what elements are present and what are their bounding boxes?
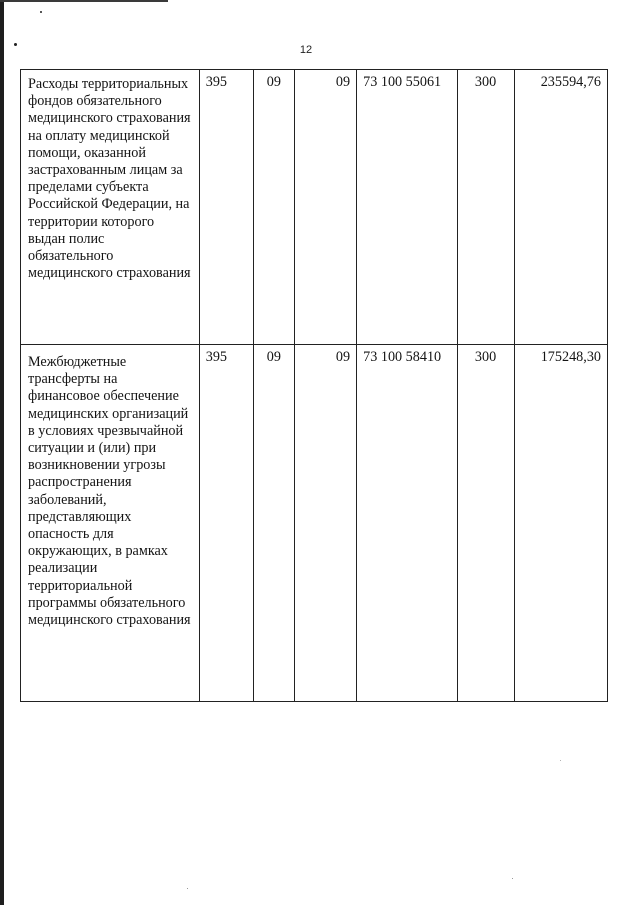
amount-cell: 175248,30 <box>514 345 608 702</box>
table-row <box>21 70 608 345</box>
section-cell: 09 <box>253 345 295 702</box>
scan-speck <box>512 878 513 879</box>
expense-name-cell: Расходы территориальных фондов обязательного медицинского страхования на оплату медицинской помощи, оказанной застрахованным лицам за пределами субъекта Российской Федерации, на территории которого выдан полис обязательного медицинского страхования <box>21 70 200 345</box>
section-cell: 09 <box>253 70 295 345</box>
scan-edge-top <box>0 0 168 2</box>
expense-type-cell: 300 <box>457 70 514 345</box>
scan-speck <box>187 888 188 889</box>
scan-speck <box>40 11 42 13</box>
table-row <box>21 345 608 702</box>
subsection-cell: 09 <box>295 70 357 345</box>
budget-table <box>20 69 608 702</box>
department-code-cell: 395 <box>199 70 253 345</box>
expense-name-cell: Межбюджетные трансферты на финансовое обеспечение медицинских организаций в условиях чрезвычайной ситуации и (или) при возникновении угрозы распространения заболеваний, представляющих опасность для окружающих, в рамках реализации территориальной программы обязательного медицинского страхования <box>21 345 200 702</box>
department-code-cell: 395 <box>199 345 253 702</box>
expense-type-cell: 300 <box>457 345 514 702</box>
target-article-cell: 73 100 55061 <box>357 70 458 345</box>
page-number: 12 <box>299 44 313 56</box>
subsection-cell: 09 <box>295 345 357 702</box>
scan-edge-left <box>0 0 4 905</box>
amount-cell: 235594,76 <box>514 70 608 345</box>
scan-speck <box>560 760 561 761</box>
target-article-cell: 73 100 58410 <box>357 345 458 702</box>
